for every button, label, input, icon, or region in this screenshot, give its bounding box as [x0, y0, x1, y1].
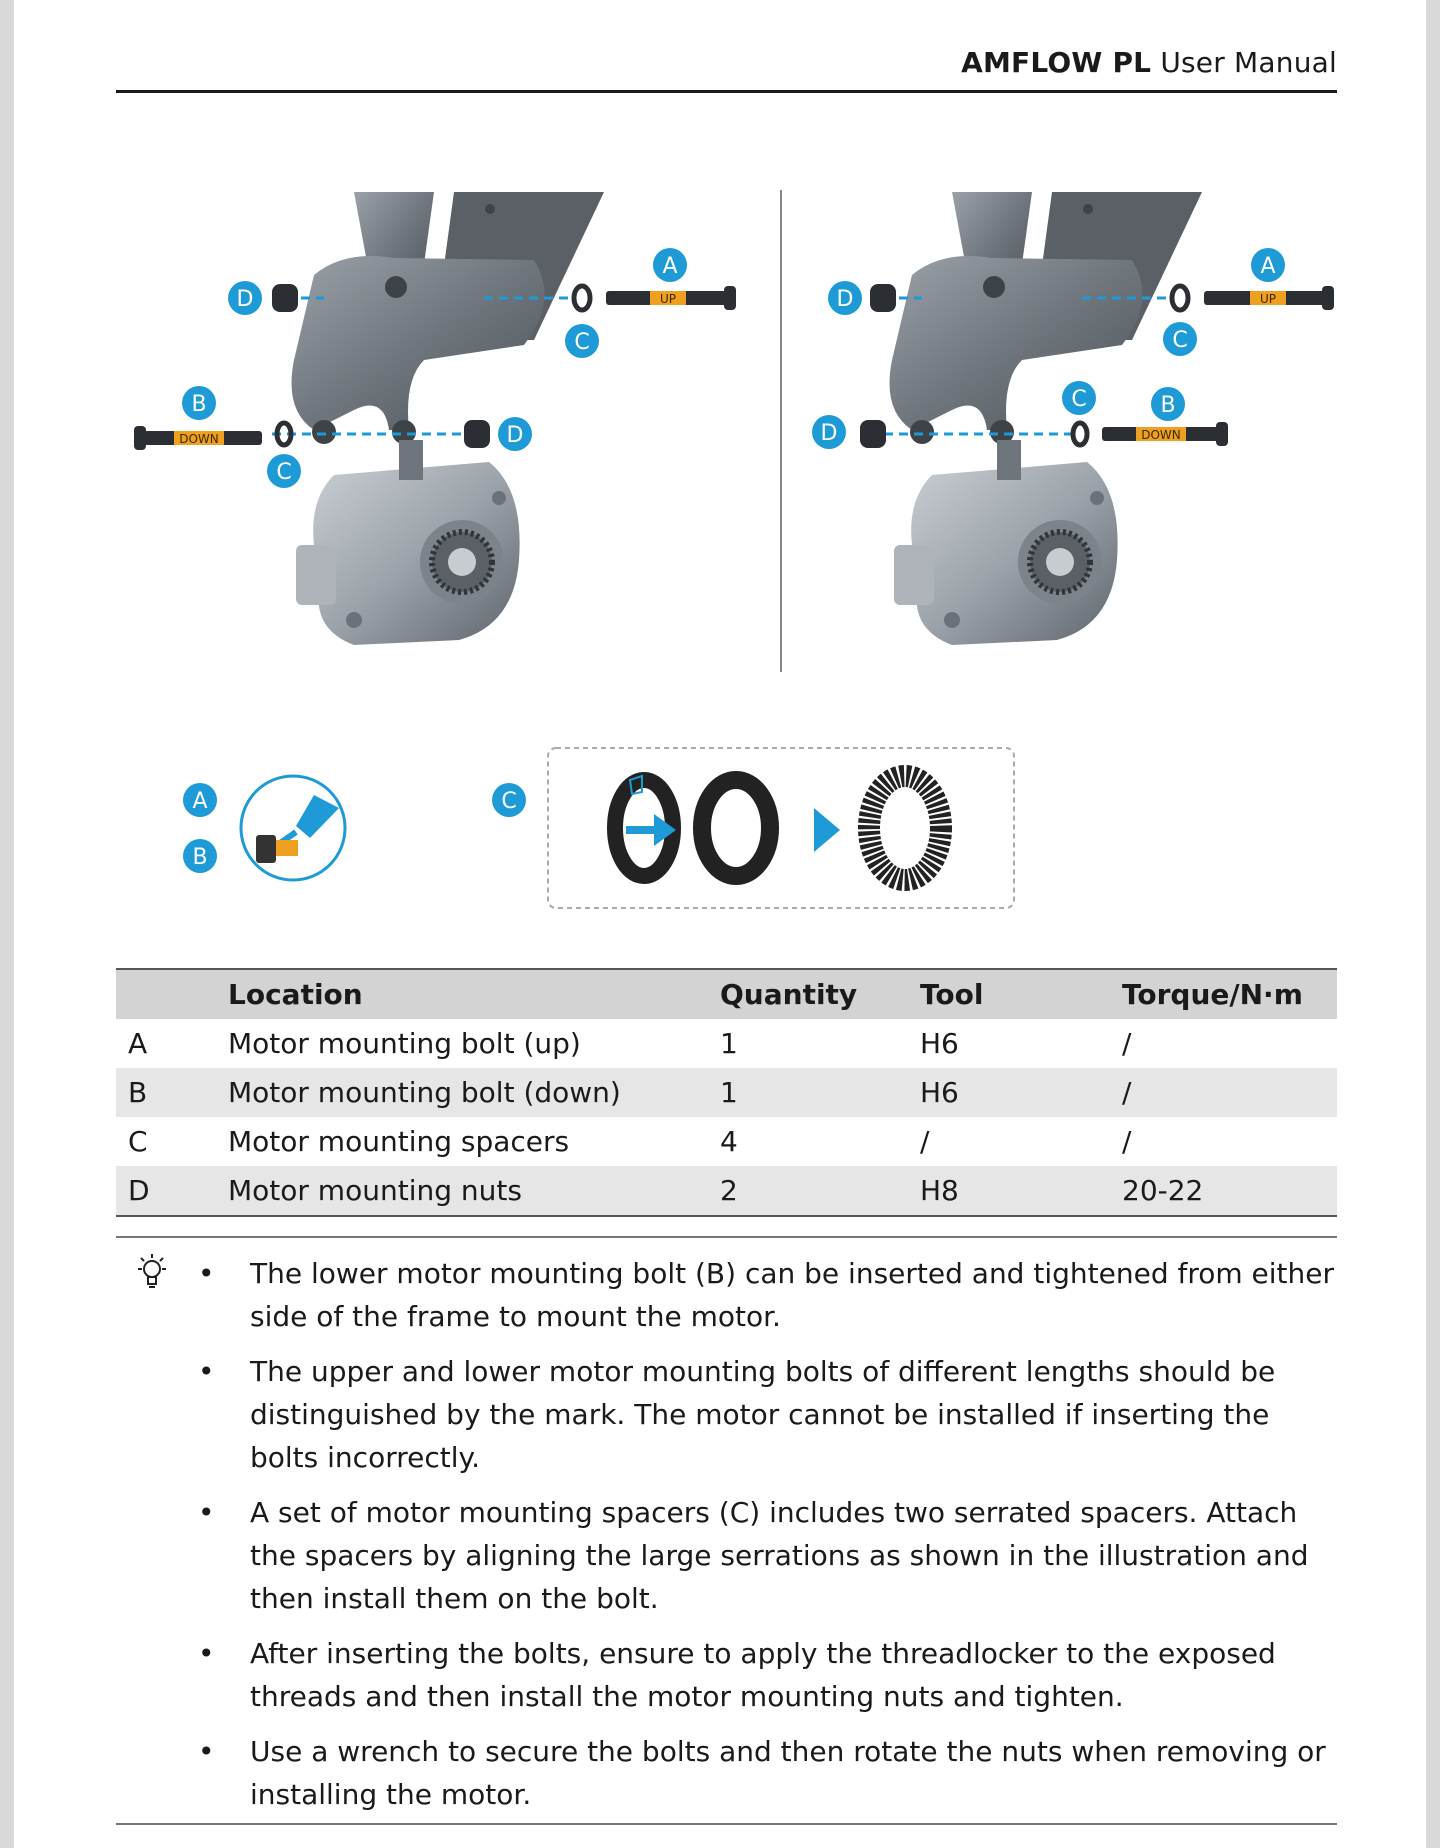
table-cell: Motor mounting bolt (up): [228, 1027, 581, 1060]
callout-d-left-upper: [228, 281, 262, 315]
table-cell: Motor mounting bolt (down): [216, 1068, 708, 1117]
table-header-cell: Quantity: [708, 969, 908, 1019]
manual-page: [14, 0, 1426, 1848]
table-header-cell: [116, 969, 216, 1019]
svg-text:A: A: [662, 254, 678, 279]
table-cell: /: [1110, 1068, 1337, 1117]
table-cell: 1: [720, 1027, 738, 1060]
table-cell: /: [1122, 1125, 1132, 1158]
note-text: A set of motor mounting spacers (C) includes two serrated spacers. Attach the spacers by aligning the large serrations as shown in the illustration and then install them on the bolt.: [250, 1496, 1309, 1615]
nut-d-right-lower: [860, 420, 886, 448]
table-cell: H8: [908, 1166, 1110, 1216]
bullet: •: [198, 1496, 215, 1529]
bolt-up-mark: UP: [659, 292, 677, 306]
bolt-b-down-left: [134, 423, 291, 450]
note-text: After inserting the bolts, ensure to apply the threadlocker to the exposed threads and then install the motor mounting nuts and tighten.: [250, 1637, 1276, 1713]
table-cell: Motor mounting spacers: [228, 1125, 570, 1158]
table-cell: Motor mounting nuts: [216, 1166, 708, 1216]
callout-c-left-upper: [565, 324, 599, 358]
hex-key-bolt-icon: [241, 776, 345, 880]
nut-d-right-upper: [870, 284, 896, 312]
callout-d-right-upper: [828, 281, 862, 315]
table-row: [116, 1019, 1337, 1068]
table-cell: 20-22: [1110, 1166, 1337, 1216]
bullet: •: [198, 1257, 215, 1290]
brand-name: AMFLOW PL: [961, 46, 1152, 79]
svg-text:B: B: [192, 845, 208, 870]
callout-b-tool: [183, 839, 217, 873]
bolt-b-down-right: [1073, 422, 1228, 446]
note-item: [116, 1491, 1340, 1620]
callout-c-left-lower: [267, 454, 301, 488]
note-text: The upper and lower motor mounting bolts of different lengths should be distinguished by the mark. The motor cannot be installed if inserting the bolts incorrectly.: [250, 1355, 1276, 1474]
parts-table: [116, 968, 1337, 1217]
table-cell: /: [1122, 1027, 1132, 1060]
frame-motor-assembly-left: [292, 192, 605, 645]
svg-text:A: A: [1260, 254, 1276, 279]
notes-section: [116, 1236, 1337, 1828]
table-row: [116, 1068, 1337, 1117]
svg-text:B: B: [1160, 393, 1176, 418]
table-cell: 2: [708, 1166, 908, 1216]
callout-a-tool: [183, 783, 217, 817]
svg-text:D: D: [820, 421, 838, 446]
svg-text:C: C: [1172, 328, 1188, 353]
callout-c-right-upper: [1163, 322, 1197, 356]
table-cell: C: [128, 1125, 148, 1158]
bolt-down-mark-right: DOWN: [1141, 428, 1181, 442]
spacer-alignment-icon: [548, 748, 1014, 908]
table-header-cell: Torque/N·m: [1110, 969, 1337, 1019]
table-cell: H6: [908, 1068, 1110, 1117]
callout-a-left: [653, 248, 687, 282]
table-header-cell: Tool: [908, 969, 1110, 1019]
table-cell: D: [116, 1166, 216, 1216]
note-item: [116, 1730, 1340, 1816]
table-cell: B: [116, 1068, 216, 1117]
table-row: [116, 1117, 1337, 1166]
bullet: •: [198, 1355, 215, 1388]
svg-text:C: C: [501, 789, 517, 814]
callout-d-left-lower: [498, 417, 532, 451]
table-cell: A: [128, 1027, 148, 1060]
note-item: [116, 1350, 1340, 1479]
bullet: •: [198, 1735, 215, 1768]
table-header-cell: Location: [216, 969, 708, 1019]
callout-d-right-lower: [812, 415, 846, 449]
note-item: [116, 1632, 1340, 1718]
bullet: •: [198, 1637, 215, 1670]
svg-text:C: C: [574, 330, 590, 355]
note-item: [116, 1252, 1340, 1338]
callout-b-left: [182, 386, 216, 420]
bolt-a-up-right: [1172, 286, 1334, 310]
table-cell: H6: [920, 1027, 959, 1060]
table-cell: /: [920, 1125, 930, 1158]
assembly-illustration: [14, 0, 1426, 930]
callout-c-spacer: [492, 783, 526, 817]
svg-text:D: D: [236, 287, 254, 312]
manual-title: User Manual: [1160, 46, 1337, 79]
svg-text:C: C: [276, 460, 292, 485]
note-text: The lower motor mounting bolt (B) can be inserted and tightened from either side of the frame to mount the motor.: [250, 1257, 1335, 1333]
callout-a-right: [1251, 248, 1285, 282]
svg-text:B: B: [191, 392, 207, 417]
table-row: [116, 1166, 1337, 1216]
callout-c-right-lower: [1062, 381, 1096, 415]
svg-text:A: A: [192, 789, 208, 814]
bolt-a-up-left: [574, 286, 736, 310]
bolt-up-mark-right: UP: [1259, 292, 1277, 306]
svg-text:D: D: [506, 423, 524, 448]
nut-d-left-lower: [464, 420, 490, 448]
frame-motor-assembly-right: [890, 192, 1203, 645]
table-cell: 1: [708, 1068, 908, 1117]
note-text: Use a wrench to secure the bolts and then rotate the nuts when removing or installing the motor.: [250, 1735, 1326, 1811]
callout-b-right: [1151, 387, 1185, 421]
bolt-down-mark: DOWN: [179, 432, 219, 446]
svg-text:D: D: [836, 287, 854, 312]
notes-bottom-rule: [116, 1823, 1337, 1825]
nut-d-left-upper: [272, 284, 298, 312]
svg-text:C: C: [1071, 387, 1087, 412]
table-cell: 4: [720, 1125, 738, 1158]
table-header-row: [116, 969, 1337, 1019]
